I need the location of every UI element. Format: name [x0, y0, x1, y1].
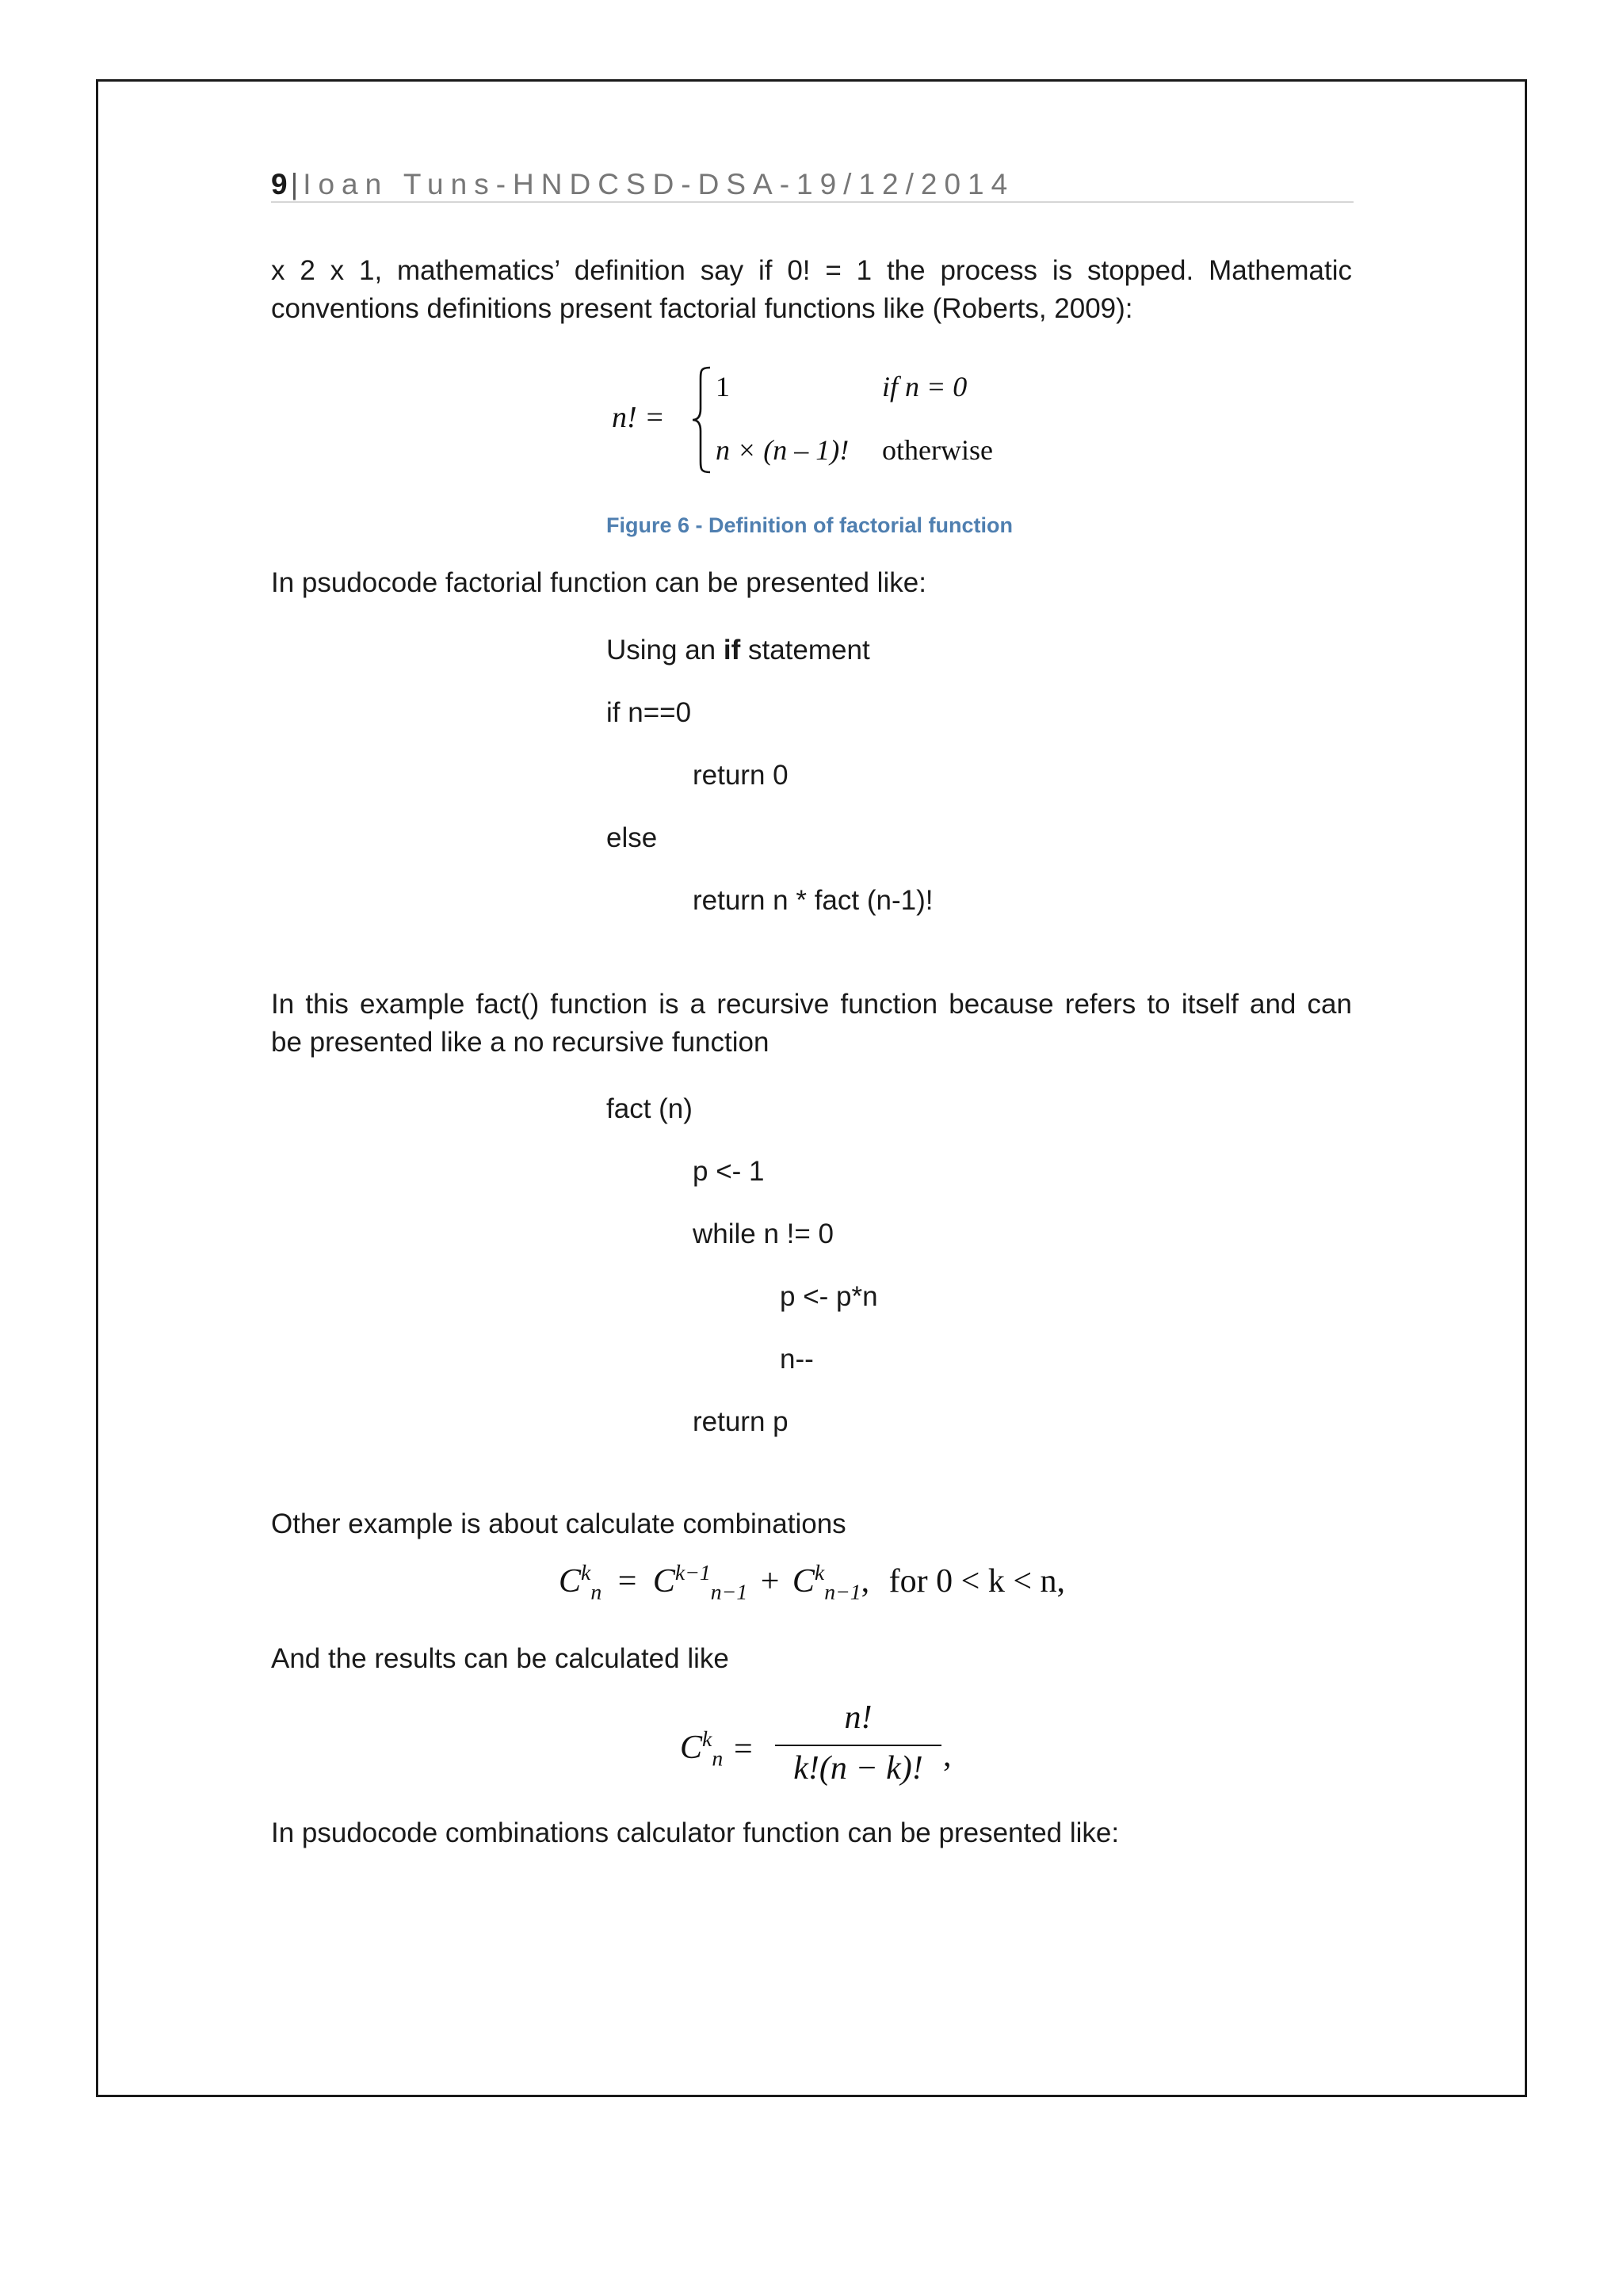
running-title: Ioan Tuns-HNDCSD-DSA-19/12/2014: [303, 168, 1015, 200]
paragraph-recursive-explanation: [271, 986, 1352, 1062]
case2-condition: otherwise: [882, 434, 993, 466]
formula-condition: for 0 < k < n,: [888, 1563, 1066, 1600]
code-recursive-line3: else: [606, 822, 658, 853]
formula-combinations: [559, 1560, 1066, 1604]
left-brace-icon: [689, 364, 713, 475]
factorial-lhs: n! =: [612, 401, 665, 434]
paragraph-recursive-line1: In this example fact() function is a recursive function because refers to itself and can: [271, 989, 1352, 1020]
code-iterative-line1: fact (n): [606, 1093, 693, 1124]
formula-c2-sub: n−1: [710, 1579, 748, 1604]
paragraph-combinations-intro: Other example is about calculate combinations: [271, 1508, 846, 1539]
page-number: 9: [271, 168, 288, 200]
code-iterative-line4: p <- p*n: [780, 1281, 878, 1312]
paragraph-combinations-pseudocode: In psudocode combinations calculator function can be presented like:: [271, 1817, 1120, 1848]
formula-c1-sup: k: [581, 1560, 591, 1585]
paragraph-intro-line2: conventions definitions present factorial functions like (Roberts, 2009):: [271, 293, 1133, 324]
formula-c2: C: [652, 1563, 675, 1600]
formula-result-lhs: [680, 1726, 724, 1771]
code-iterative-line3: while n != 0: [693, 1219, 834, 1249]
formula-c3-sub: n−1: [824, 1579, 861, 1604]
formula-equals: =: [617, 1563, 637, 1600]
figure-caption: Figure 6 - Definition of factorial function: [606, 513, 1013, 537]
case1-condition: if n = 0: [882, 371, 968, 402]
paragraph-recursive-line2: be presented like a no recursive function: [271, 1027, 769, 1058]
code-intro-suffix: statement: [740, 635, 870, 666]
code-intro-keyword: if: [723, 635, 741, 666]
code-iterative-line5: n--: [780, 1344, 814, 1375]
running-header: [271, 168, 1014, 201]
paragraph-results-intro: And the results can be calculated like: [271, 1643, 729, 1674]
factorial-definition: [602, 360, 1014, 479]
code-iterative-line2: p <- 1: [693, 1156, 765, 1187]
code-recursive-line1: if n==0: [606, 697, 692, 728]
fraction-bar: [775, 1745, 941, 1746]
formula-result-denominator: k!(n − k)!: [793, 1750, 923, 1787]
header-rule: [271, 201, 1354, 203]
formula-comma: ,: [861, 1563, 870, 1600]
formula-result-sub: n: [712, 1745, 724, 1771]
formula-result-sup: k: [702, 1726, 712, 1751]
formula-result: [680, 1699, 965, 1794]
header-separator: |: [290, 168, 299, 200]
code-intro-prefix: Using an: [606, 635, 724, 666]
formula-result-equals: =: [734, 1731, 753, 1768]
code-recursive-line4: return n * fact (n-1)!: [693, 885, 934, 916]
formula-c1-sub: n: [590, 1579, 602, 1604]
formula-c1: C: [559, 1563, 582, 1600]
case1-value: 1: [716, 371, 730, 402]
paragraph-intro: [271, 252, 1352, 328]
formula-result-trailing: ,: [943, 1737, 952, 1774]
case2-value: n × (n – 1)!: [716, 434, 850, 466]
formula-c3-sup: k: [814, 1560, 825, 1585]
formula-c3: C: [792, 1563, 815, 1600]
formula-plus: +: [760, 1563, 780, 1600]
paragraph-pseudocode-intro: In psudocode factorial function can be presented like:: [271, 567, 926, 598]
formula-result-c: C: [680, 1730, 703, 1766]
formula-result-numerator: n!: [844, 1699, 873, 1736]
paragraph-intro-line1: x 2 x 1, mathematics’ definition say if 0! = 1 the process is stopped. Mathematic: [271, 255, 1352, 286]
code-recursive-line2: return 0: [693, 760, 789, 791]
code-intro: [606, 635, 870, 666]
code-iterative-line6: return p: [693, 1406, 789, 1437]
formula-c2-sup: k−1: [674, 1560, 711, 1585]
